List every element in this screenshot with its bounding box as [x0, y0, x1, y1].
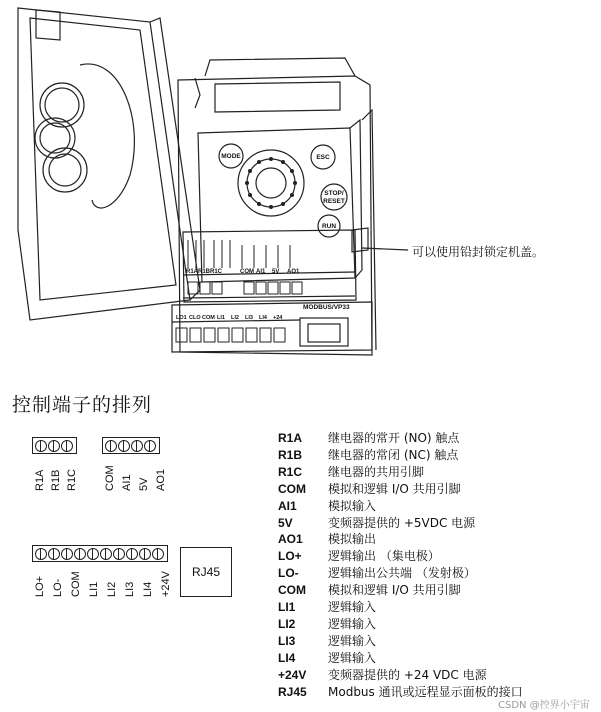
device-terminal-label: AO1: [287, 269, 300, 275]
legend-code: LO-: [278, 566, 299, 581]
legend-row: [278, 531, 523, 548]
device-terminal-label: COM: [240, 269, 254, 275]
logic-terminal-block: [32, 545, 168, 562]
terminal-label-ao1: AO1: [155, 468, 167, 491]
terminal-screw-icon: [48, 440, 60, 452]
relay-terminal-block: [32, 437, 77, 454]
legend-row: [278, 565, 523, 582]
terminal-screw-icon: [48, 548, 60, 560]
terminal-screw-icon: [144, 440, 156, 452]
legend-code: R1A: [278, 431, 303, 445]
legend-row: [278, 667, 523, 684]
terminal-label-r1c: R1C: [66, 468, 78, 491]
legend-code: R1C: [278, 464, 303, 479]
esc-button-label: ESC: [316, 154, 330, 161]
terminal-screw-icon: [87, 548, 99, 560]
legend-row: [278, 599, 523, 616]
terminal-label-lo-plus: LO+: [34, 575, 46, 597]
legend-row: [278, 684, 523, 701]
legend-code: COM: [278, 481, 306, 496]
legend-code: AO1: [278, 532, 303, 547]
legend-code: LI4: [278, 650, 296, 665]
device-terminal-label: R1B: [198, 269, 211, 275]
legend-desc: 逻辑输入: [328, 633, 377, 648]
device-terminal-label: R1C: [210, 269, 223, 275]
legend-desc: 逻辑输入: [328, 600, 377, 615]
legend-code: AI1: [278, 498, 297, 513]
legend-row: [278, 582, 523, 599]
terminal-screw-icon: [61, 440, 73, 452]
analog-terminal-block: [102, 437, 160, 454]
legend-desc: 继电器的共用引脚: [328, 464, 425, 479]
legend-row: [278, 464, 523, 481]
legend-desc: 逻辑输入: [328, 650, 377, 665]
terminal-screw-icon: [139, 548, 151, 560]
legend-code: LI2: [278, 616, 296, 631]
legend-desc: 模拟和逻辑 I/O 共用引脚: [328, 583, 461, 598]
terminal-legend: [278, 430, 523, 701]
stop-reset-button-label: STOP/: [324, 190, 344, 197]
legend-row: [278, 498, 523, 515]
legend-desc: 逻辑输出 （集电极）: [328, 549, 440, 564]
legend-code: LI3: [278, 633, 296, 648]
terminal-label-li3: LI3: [124, 581, 136, 597]
run-button-label: RUN: [321, 223, 337, 230]
legend-code: +24V: [278, 667, 307, 682]
legend-row: [278, 481, 523, 498]
device-terminal-label: AI1: [256, 269, 266, 275]
device-terminal-label: R1A: [186, 269, 199, 275]
stop-reset-button-label-2: RESET: [323, 198, 345, 205]
legend-desc: 继电器的常开 (NO) 触点: [328, 431, 460, 445]
terminal-screw-icon: [126, 548, 138, 560]
terminal-screw-icon: [74, 548, 86, 560]
legend-desc: 变频器提供的 +5VDC 电源: [328, 515, 476, 530]
legend-code: COM: [278, 583, 306, 598]
terminal-label-24v: +24V: [160, 571, 172, 597]
legend-desc: 模拟和逻辑 I/O 共用引脚: [328, 481, 461, 496]
terminal-screw-icon: [131, 440, 143, 452]
device-terminal-label: LI1: [217, 315, 225, 321]
legend-desc: 逻辑输出公共端 （发射极）: [328, 566, 476, 581]
legend-row: [278, 430, 523, 447]
device-terminal-label: 5V: [272, 269, 280, 275]
mode-button-label: MODE: [221, 153, 241, 160]
seal-lock-callout: 可以使用铅封锁定机盖。: [412, 245, 545, 259]
legend-code: R1B: [278, 447, 303, 462]
legend-code: LI1: [278, 600, 296, 615]
legend-code: LO+: [278, 549, 302, 564]
device-terminal-label: LO1: [176, 315, 187, 321]
terminal-label-r1b: R1B: [50, 469, 62, 491]
terminal-screw-icon: [35, 440, 47, 452]
terminal-label-lo-minus: LO-: [52, 578, 64, 597]
rj45-label: RJ45: [191, 565, 220, 579]
terminal-label-li2: LI2: [106, 581, 118, 597]
legend-code: RJ45: [278, 684, 307, 699]
terminal-label-li4: LI4: [142, 581, 154, 597]
terminal-label-li1: LI1: [88, 581, 100, 597]
legend-row: [278, 616, 523, 633]
device-terminal-label: LI3: [245, 315, 253, 321]
terminal-label-ai1: AI1: [121, 474, 133, 491]
terminal-label-5v: 5V: [138, 477, 150, 491]
legend-desc: 继电器的常闭 (NC) 触点: [328, 447, 459, 462]
terminal-screw-icon: [118, 440, 130, 452]
legend-desc: 模拟输入: [328, 498, 377, 513]
rj45-port-box: [180, 547, 232, 597]
device-terminal-label: LI2: [231, 315, 239, 321]
terminal-screw-icon: [105, 440, 117, 452]
legend-row: [278, 650, 523, 667]
terminal-label-r1a: R1A: [34, 469, 46, 491]
legend-row: [278, 548, 523, 565]
legend-desc: 逻辑输入: [328, 616, 377, 631]
legend-code: 5V: [278, 515, 293, 530]
device-terminal-label: CLO: [189, 315, 201, 321]
terminal-screw-icon: [113, 548, 125, 560]
legend-row: [278, 633, 523, 650]
terminal-screw-icon: [35, 548, 47, 560]
legend-desc: Modbus 通讯或远程显示面板的接口: [328, 684, 523, 699]
device-terminal-label: LI4: [259, 315, 267, 321]
modbus-label: MODBUS/VP33: [303, 304, 350, 311]
terminal-screw-icon: [61, 548, 73, 560]
terminal-screw-icon: [100, 548, 112, 560]
terminal-label-com-2: COM: [70, 571, 82, 597]
legend-desc: 模拟输出: [328, 532, 377, 547]
watermark: CSDN @控界小宇宙: [498, 700, 590, 711]
legend-row: [278, 447, 523, 464]
terminal-label-com: COM: [104, 465, 116, 491]
legend-row: [278, 515, 523, 532]
terminal-screw-icon: [152, 548, 164, 560]
legend-desc: 变频器提供的 +24 VDC 电源: [328, 667, 487, 682]
section-title: 控制端子的排列: [12, 394, 153, 416]
device-terminal-label: +24: [273, 315, 283, 321]
device-terminal-label: COM: [202, 315, 215, 321]
